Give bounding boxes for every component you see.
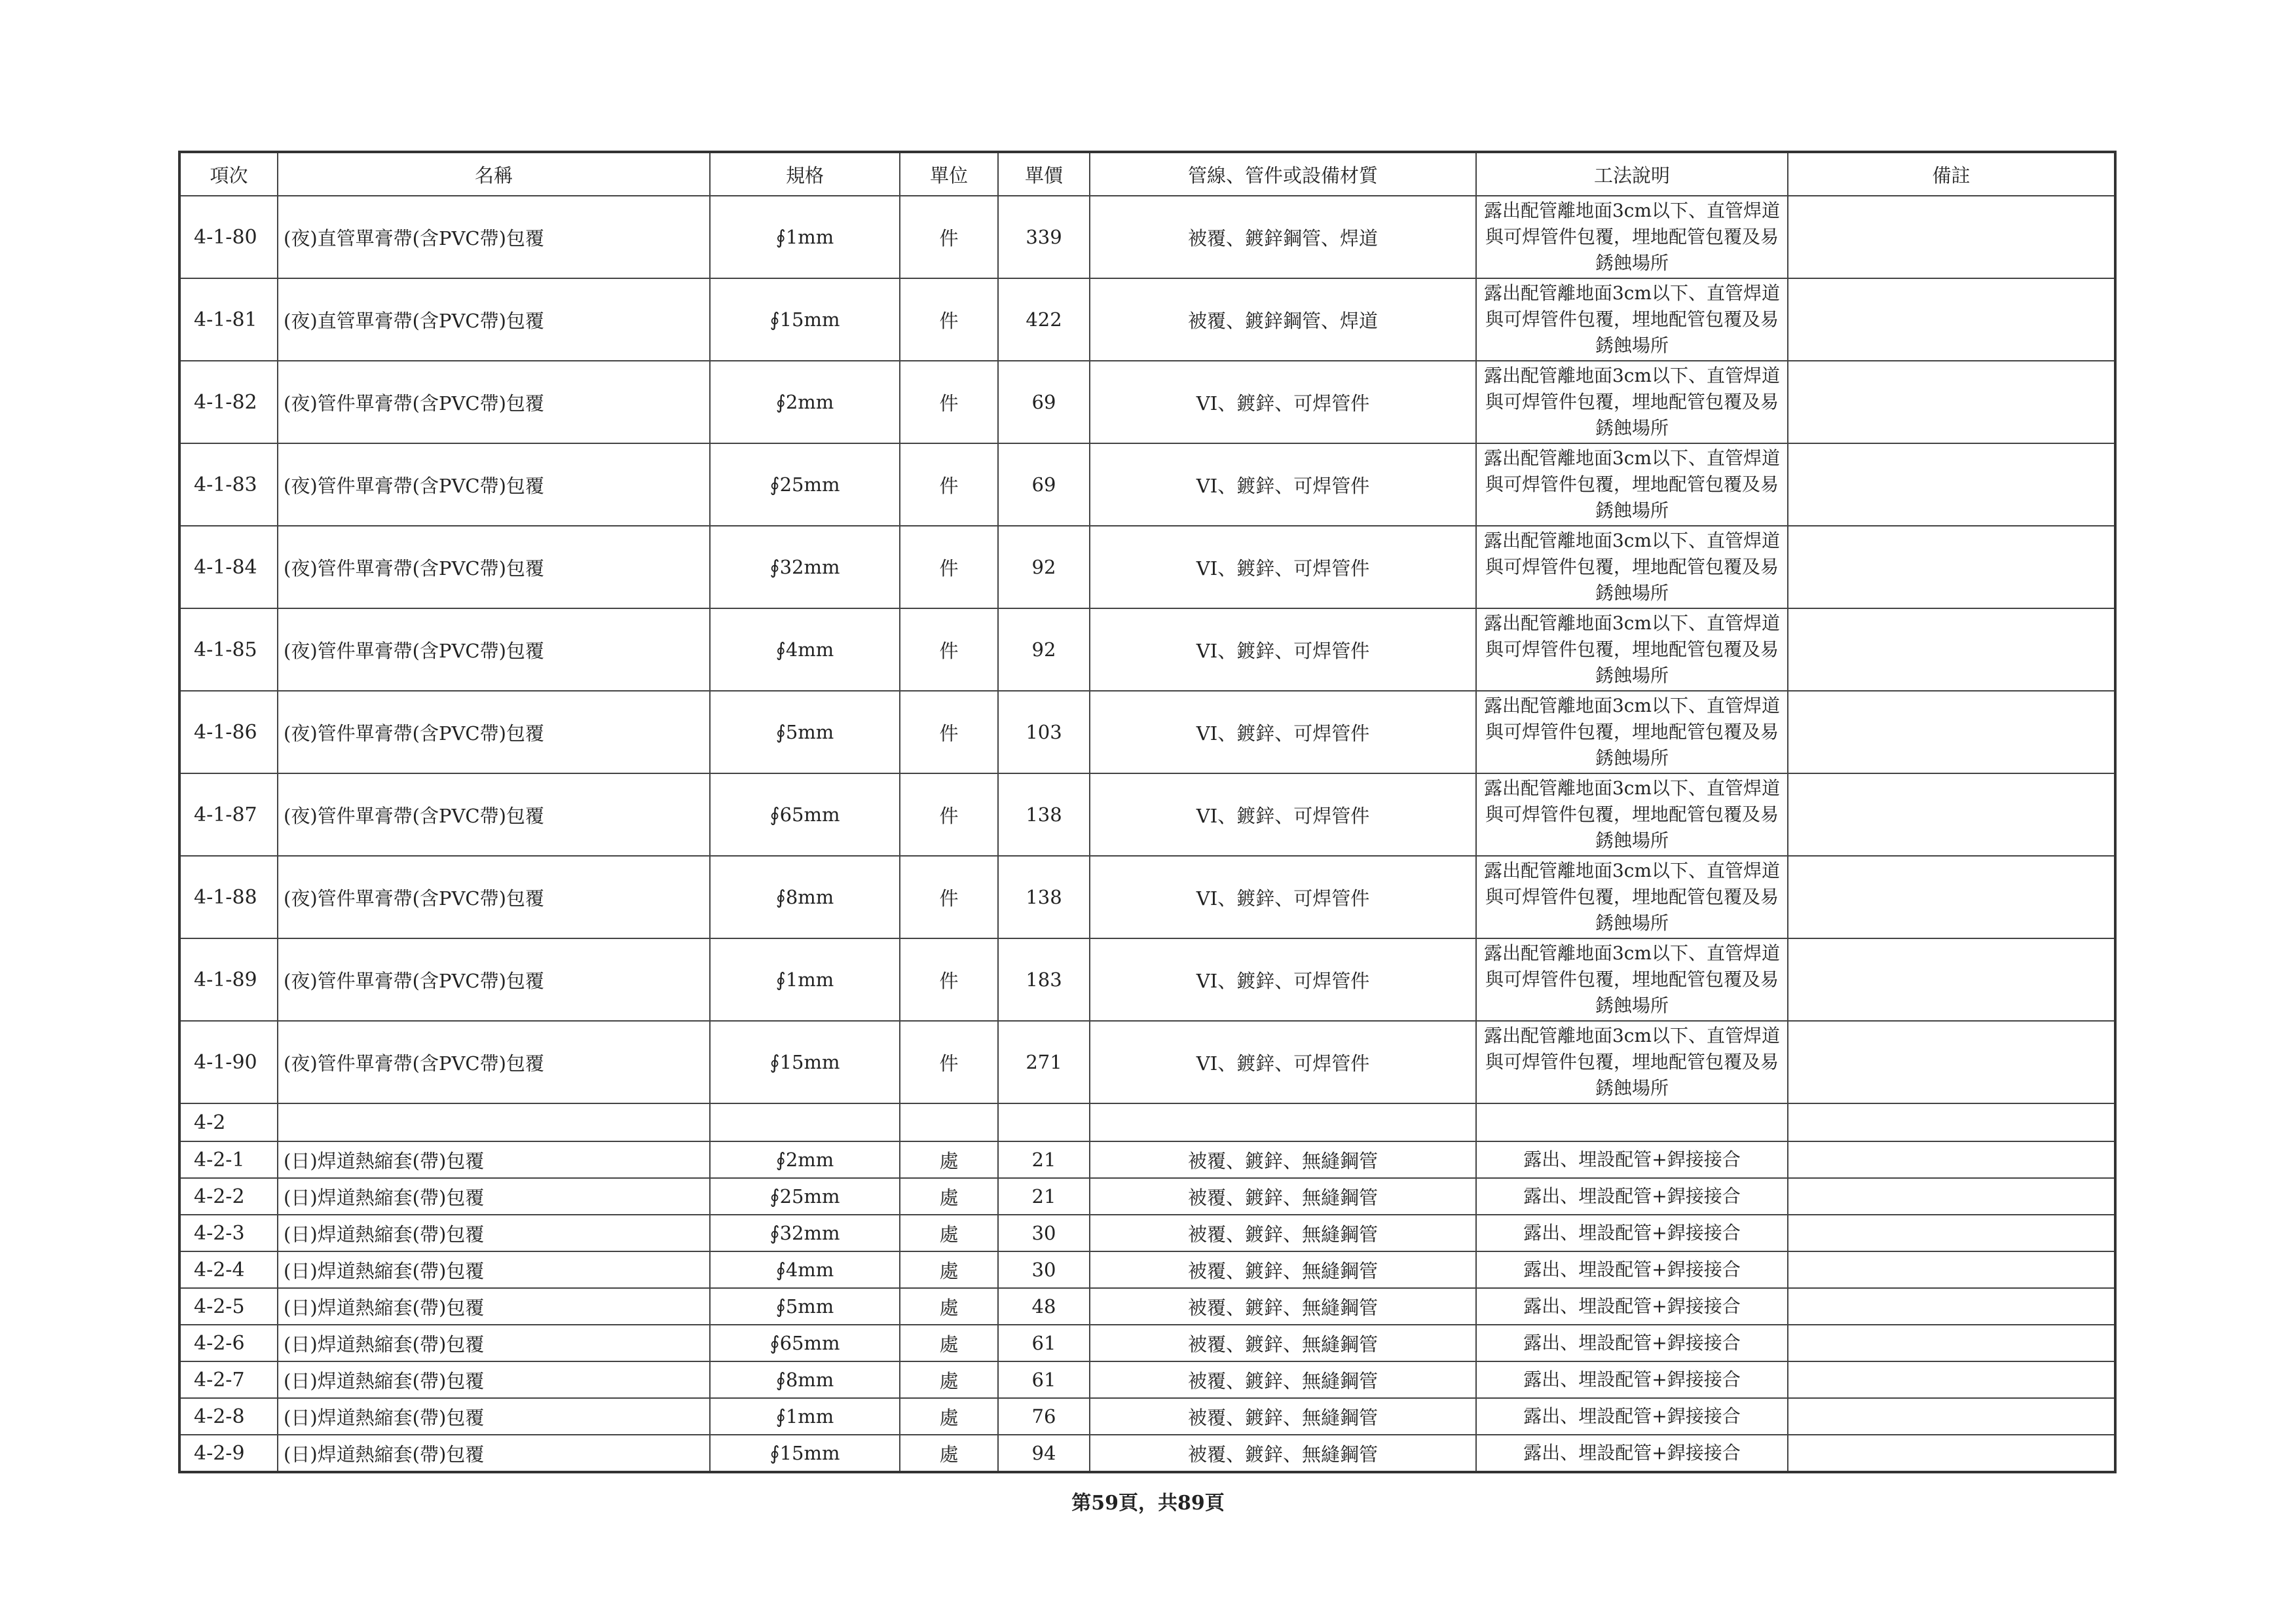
cell-unit: 件 [900,1021,998,1103]
cell-price: 48 [998,1288,1090,1325]
cell-material: 被覆、鍍鋅、無縫鋼管 [1090,1325,1476,1361]
table-row [179,1178,2115,1215]
cell-name: (日)焊道熱縮套(帶)包覆 [278,1325,710,1361]
cell-method: 露出、埋設配管+銲接接合 [1476,1398,1788,1435]
cell-remark [1788,1178,2115,1215]
cell-spec [710,1103,900,1141]
cell-unit: 處 [900,1325,998,1361]
cell-spec: ∮4mm [710,1251,900,1288]
cell-item: 4-1-90 [179,1021,278,1103]
cell-price: 30 [998,1215,1090,1251]
cell-material: 被覆、鍍鋅、無縫鋼管 [1090,1251,1476,1288]
cell-material: 被覆、鍍鋅鋼管、焊道 [1090,278,1476,361]
cell-name: (夜)管件單膏帶(含PVC帶)包覆 [278,443,710,526]
table-row [179,1361,2115,1398]
cell-spec: ∮65mm [710,773,900,856]
cell-price: 21 [998,1178,1090,1215]
cell-price [998,1103,1090,1141]
table-row [179,1021,2115,1103]
cell-method: 露出、埋設配管+銲接接合 [1476,1251,1788,1288]
cell-unit: 處 [900,1288,998,1325]
cell-remark [1788,608,2115,691]
cell-name: (夜)管件單膏帶(含PVC帶)包覆 [278,608,710,691]
cell-name: (夜)管件單膏帶(含PVC帶)包覆 [278,773,710,856]
cell-spec: ∮15mm [710,1435,900,1472]
cell-unit: 處 [900,1215,998,1251]
cell-item: 4-1-85 [179,608,278,691]
cell-method [1476,1103,1788,1141]
cell-name: (日)焊道熱縮套(帶)包覆 [278,1361,710,1398]
cell-remark [1788,1288,2115,1325]
cell-unit: 處 [900,1435,998,1472]
cell-unit: 處 [900,1141,998,1178]
cell-item: 4-2 [179,1103,278,1141]
cell-price: 138 [998,773,1090,856]
cell-remark [1788,1398,2115,1435]
cell-method: 露出、埋設配管+銲接接合 [1476,1141,1788,1178]
cell-item: 4-2-2 [179,1178,278,1215]
cell-method: 露出配管離地面3cm以下、直管焊道與可焊管件包覆，埋地配管包覆及易銹蝕場所 [1476,278,1788,361]
header-row [179,152,2115,196]
cell-material: 被覆、鍍鋅、無縫鋼管 [1090,1141,1476,1178]
cell-method: 露出配管離地面3cm以下、直管焊道與可焊管件包覆，埋地配管包覆及易銹蝕場所 [1476,361,1788,443]
cell-material: VI、鍍鋅、可焊管件 [1090,443,1476,526]
cell-name: (日)焊道熱縮套(帶)包覆 [278,1178,710,1215]
table-row [179,278,2115,361]
cell-remark [1788,361,2115,443]
cell-material: VI、鍍鋅、可焊管件 [1090,773,1476,856]
cell-unit: 處 [900,1398,998,1435]
cell-method: 露出、埋設配管+銲接接合 [1476,1325,1788,1361]
table-row [179,443,2115,526]
header-item: 項次 [179,152,278,196]
cell-method: 露出配管離地面3cm以下、直管焊道與可焊管件包覆，埋地配管包覆及易銹蝕場所 [1476,938,1788,1021]
table-row [179,938,2115,1021]
cell-remark [1788,691,2115,773]
cell-remark [1788,1325,2115,1361]
cell-item: 4-1-88 [179,856,278,938]
cell-remark [1788,196,2115,278]
cell-method: 露出、埋設配管+銲接接合 [1476,1361,1788,1398]
cell-remark [1788,1435,2115,1472]
cell-name: (日)焊道熱縮套(帶)包覆 [278,1251,710,1288]
cell-item: 4-1-80 [179,196,278,278]
cell-material: 被覆、鍍鋅、無縫鋼管 [1090,1398,1476,1435]
cell-material: 被覆、鍍鋅、無縫鋼管 [1090,1361,1476,1398]
cell-unit: 件 [900,196,998,278]
header-material: 管線、管件或設備材質 [1090,152,1476,196]
cell-material: VI、鍍鋅、可焊管件 [1090,691,1476,773]
cell-spec: ∮5mm [710,691,900,773]
cell-spec: ∮25mm [710,1178,900,1215]
cell-name [278,1103,710,1141]
cell-unit: 件 [900,856,998,938]
cell-material: 被覆、鍍鋅鋼管、焊道 [1090,196,1476,278]
cell-item: 4-2-3 [179,1215,278,1251]
cell-spec: ∮25mm [710,443,900,526]
cell-price: 21 [998,1141,1090,1178]
table-row [179,691,2115,773]
cell-unit: 處 [900,1178,998,1215]
cell-spec: ∮32mm [710,526,900,608]
table-row [179,1288,2115,1325]
cell-name: (夜)管件單膏帶(含PVC帶)包覆 [278,856,710,938]
cell-material: 被覆、鍍鋅、無縫鋼管 [1090,1178,1476,1215]
cell-remark [1788,1215,2115,1251]
cell-method: 露出配管離地面3cm以下、直管焊道與可焊管件包覆，埋地配管包覆及易銹蝕場所 [1476,1021,1788,1103]
cell-price: 271 [998,1021,1090,1103]
cell-material: 被覆、鍍鋅、無縫鋼管 [1090,1288,1476,1325]
cell-remark [1788,938,2115,1021]
cell-price: 138 [998,856,1090,938]
cell-price: 92 [998,526,1090,608]
table-row [179,1435,2115,1472]
cell-price: 61 [998,1361,1090,1398]
cell-material [1090,1103,1476,1141]
cell-price: 76 [998,1398,1090,1435]
cell-spec: ∮2mm [710,1141,900,1178]
cell-spec: ∮8mm [710,1361,900,1398]
cell-item: 4-2-1 [179,1141,278,1178]
cell-price: 30 [998,1251,1090,1288]
page-footer: 第59頁，共89頁 [1071,1492,1225,1515]
table-row [179,856,2115,938]
cell-method: 露出配管離地面3cm以下、直管焊道與可焊管件包覆，埋地配管包覆及易銹蝕場所 [1476,526,1788,608]
cell-item: 4-2-5 [179,1288,278,1325]
cell-item: 4-1-82 [179,361,278,443]
cell-name: (夜)直管單膏帶(含PVC帶)包覆 [278,278,710,361]
cell-unit: 件 [900,773,998,856]
cell-name: (夜)管件單膏帶(含PVC帶)包覆 [278,1021,710,1103]
table-body [179,196,2115,1472]
cell-name: (日)焊道熱縮套(帶)包覆 [278,1435,710,1472]
cell-item: 4-2-7 [179,1361,278,1398]
header-remark: 備註 [1788,152,2115,196]
cell-price: 61 [998,1325,1090,1361]
cell-remark [1788,1361,2115,1398]
cell-material: VI、鍍鋅、可焊管件 [1090,1021,1476,1103]
cell-remark [1788,278,2115,361]
cell-price: 339 [998,196,1090,278]
cell-name: (日)焊道熱縮套(帶)包覆 [278,1288,710,1325]
cell-method: 露出配管離地面3cm以下、直管焊道與可焊管件包覆，埋地配管包覆及易銹蝕場所 [1476,608,1788,691]
cell-item: 4-1-81 [179,278,278,361]
cell-name: (夜)管件單膏帶(含PVC帶)包覆 [278,691,710,773]
cell-spec: ∮4mm [710,608,900,691]
cell-price: 69 [998,361,1090,443]
table-row [179,526,2115,608]
cell-spec: ∮1mm [710,938,900,1021]
cell-price: 103 [998,691,1090,773]
cell-remark [1788,526,2115,608]
cell-name: (日)焊道熱縮套(帶)包覆 [278,1215,710,1251]
cell-name: (夜)直管單膏帶(含PVC帶)包覆 [278,196,710,278]
cell-spec: ∮15mm [710,1021,900,1103]
cell-method: 露出配管離地面3cm以下、直管焊道與可焊管件包覆，埋地配管包覆及易銹蝕場所 [1476,443,1788,526]
table-row [179,1398,2115,1435]
cell-price: 92 [998,608,1090,691]
cell-remark [1788,1141,2115,1178]
cell-unit: 件 [900,938,998,1021]
cell-price: 69 [998,443,1090,526]
cell-name: (夜)管件單膏帶(含PVC帶)包覆 [278,526,710,608]
cell-item: 4-2-4 [179,1251,278,1288]
cell-method: 露出、埋設配管+銲接接合 [1476,1288,1788,1325]
cell-name: (夜)管件單膏帶(含PVC帶)包覆 [278,361,710,443]
cell-spec: ∮15mm [710,278,900,361]
header-method: 工法說明 [1476,152,1788,196]
cell-name: (日)焊道熱縮套(帶)包覆 [278,1141,710,1178]
cell-unit: 件 [900,278,998,361]
cell-method: 露出配管離地面3cm以下、直管焊道與可焊管件包覆，埋地配管包覆及易銹蝕場所 [1476,196,1788,278]
cell-unit [900,1103,998,1141]
table-row [179,1103,2115,1141]
cell-price: 183 [998,938,1090,1021]
cell-item: 4-1-89 [179,938,278,1021]
cell-unit: 件 [900,691,998,773]
header-name: 名稱 [278,152,710,196]
table-row [179,1251,2115,1288]
cell-material: 被覆、鍍鋅、無縫鋼管 [1090,1435,1476,1472]
cell-item: 4-1-84 [179,526,278,608]
table-row [179,608,2115,691]
cell-unit: 件 [900,526,998,608]
cell-material: 被覆、鍍鋅、無縫鋼管 [1090,1215,1476,1251]
cell-remark [1788,856,2115,938]
cell-item: 4-1-86 [179,691,278,773]
cell-item: 4-2-6 [179,1325,278,1361]
table-row [179,773,2115,856]
cell-spec: ∮65mm [710,1325,900,1361]
cell-method: 露出配管離地面3cm以下、直管焊道與可焊管件包覆，埋地配管包覆及易銹蝕場所 [1476,856,1788,938]
header-price: 單價 [998,152,1090,196]
cell-item: 4-2-9 [179,1435,278,1472]
cell-unit: 處 [900,1361,998,1398]
cell-material: VI、鍍鋅、可焊管件 [1090,938,1476,1021]
cell-spec: ∮2mm [710,361,900,443]
cell-spec: ∮8mm [710,856,900,938]
cell-method: 露出配管離地面3cm以下、直管焊道與可焊管件包覆，埋地配管包覆及易銹蝕場所 [1476,773,1788,856]
cell-remark [1788,773,2115,856]
cell-unit: 件 [900,443,998,526]
table-row [179,1141,2115,1178]
cell-material: VI、鍍鋅、可焊管件 [1090,526,1476,608]
table-row [179,1325,2115,1361]
cell-method: 露出、埋設配管+銲接接合 [1476,1435,1788,1472]
table-row [179,1215,2115,1251]
cell-spec: ∮32mm [710,1215,900,1251]
cell-method: 露出、埋設配管+銲接接合 [1476,1215,1788,1251]
cell-name: (日)焊道熱縮套(帶)包覆 [278,1398,710,1435]
cell-unit: 處 [900,1251,998,1288]
table-row [179,196,2115,278]
cell-item: 4-1-83 [179,443,278,526]
cell-method: 露出、埋設配管+銲接接合 [1476,1178,1788,1215]
cell-name: (夜)管件單膏帶(含PVC帶)包覆 [278,938,710,1021]
cell-remark [1788,443,2115,526]
cell-material: VI、鍍鋅、可焊管件 [1090,608,1476,691]
cell-item: 4-2-8 [179,1398,278,1435]
cell-item: 4-1-87 [179,773,278,856]
cell-price: 94 [998,1435,1090,1472]
cell-unit: 件 [900,608,998,691]
price-table [178,151,2117,1473]
cell-material: VI、鍍鋅、可焊管件 [1090,361,1476,443]
cell-remark [1788,1251,2115,1288]
cell-spec: ∮1mm [710,1398,900,1435]
cell-unit: 件 [900,361,998,443]
header-spec: 規格 [710,152,900,196]
cell-remark [1788,1021,2115,1103]
table-row [179,361,2115,443]
cell-price: 422 [998,278,1090,361]
cell-spec: ∮5mm [710,1288,900,1325]
header-unit: 單位 [900,152,998,196]
cell-material: VI、鍍鋅、可焊管件 [1090,856,1476,938]
cell-spec: ∮1mm [710,196,900,278]
cell-method: 露出配管離地面3cm以下、直管焊道與可焊管件包覆，埋地配管包覆及易銹蝕場所 [1476,691,1788,773]
cell-remark [1788,1103,2115,1141]
